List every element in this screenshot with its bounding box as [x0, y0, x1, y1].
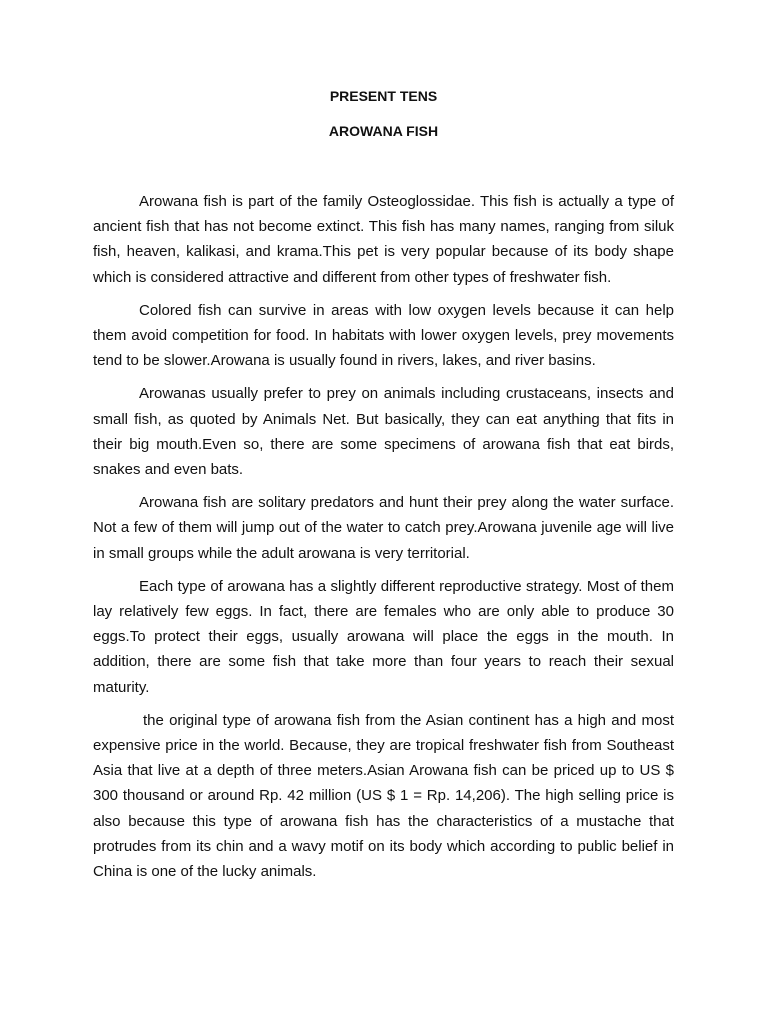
paragraph: Arowana fish are solitary predators and hunt their prey along the water surface. Not a few of them will jump out of the water to catch prey.Arowana juvenile age will live in small groups while the adult arowana is very territorial.: [93, 494, 674, 562]
document-title: AROWANA FISH: [328, 123, 439, 139]
paragraph: Colored fish can survive in areas with low oxygen levels because it can help them avoid competition for food. In habitats with lower oxygen levels, prey movements tend to be slower.Arowana is usually found in rivers, lakes, and river basins.: [93, 301, 674, 370]
paragraph: the original type of arowana fish from the Asian continent has a high and most expensive price in the world. Because, they are tropical freshwater fish from Southeast Asia that live at a depth of three meters.Asian Arowana fish can be priced up to US $ 300 thousand or around Rp. 42 million (US $ 1 = Rp. 14,206). The high selling price is also because this type of arowana fish has the characteristics of a mustache that protrudes from its chin and a wavy motif on its body which according to public belief in China is one of the lucky animals.: [93, 711, 674, 881]
document-heading: PRESENT TENS: [329, 88, 438, 104]
document-body: [93, 189, 674, 884]
paragraph: Arowanas usually prefer to prey on animals including crustaceans, insects and small fish, as quoted by Animals Net. But basically, they can eat anything that fits in their big mouth.Even so, there are some specimens of arowana fish that eat birds, snakes and even bats.: [93, 385, 674, 479]
paragraph: Arowana fish is part of the family Osteoglossidae. This fish is actually a type of ancient fish that has not become extinct. This fish has many names, ranging from siluk fish, heaven, kalikasi, and krama.This pet is very popular because of its body shape which is considered attractive and different from other types of freshwater fish.: [93, 193, 674, 286]
paragraph: Each type of arowana has a slightly different reproductive strategy. Most of them lay relatively few eggs. In fact, there are females who are only able to produce 30 eggs.To protect their eggs, usually arowana will place the eggs in the mouth. In addition, there are some fish that take more than four years to reach their sexual maturity.: [93, 577, 674, 696]
